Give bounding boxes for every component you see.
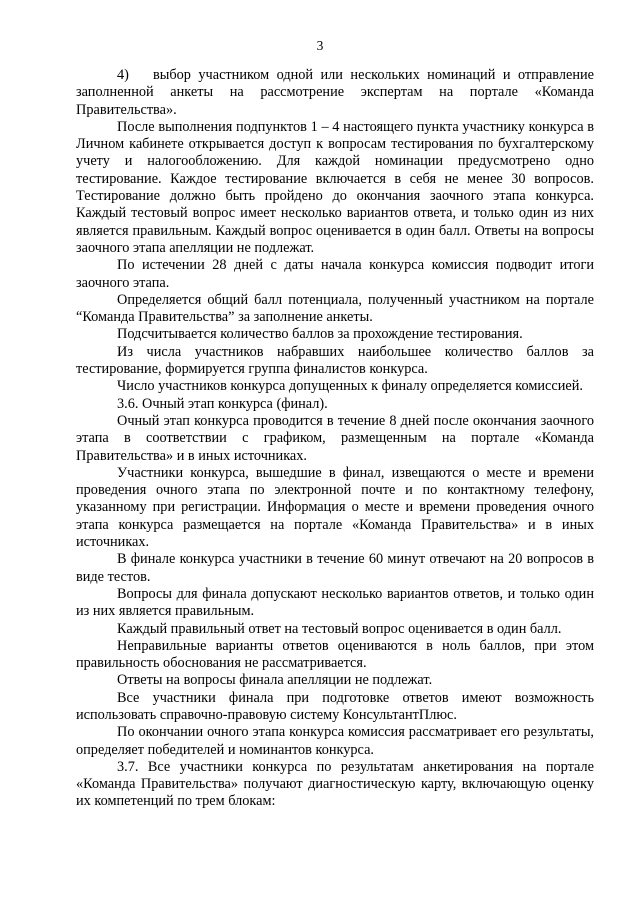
page-number: 3 bbox=[316, 38, 324, 53]
list-item-number: 4) bbox=[117, 67, 129, 83]
document-body bbox=[76, 67, 594, 811]
list-item-text: выбор участником одной или нескольких номинаций и отправление заполненной анкеты на рассмотрение экспертам на портале «Команда Правительства». bbox=[76, 67, 594, 118]
paragraph-finalists-number: Число участников конкурса допущенных к финалу определяется комиссией. bbox=[117, 378, 583, 395]
paragraph-correspondence-results: По истечении 28 дней с даты начала конкурса комиссия подводит итоги заочного этапа. bbox=[76, 257, 594, 291]
paragraph-correct-answer-score: Каждый правильный ответ на тестовый вопрос оценивается в один балл. bbox=[117, 620, 562, 637]
paragraph-test-score: Подсчитывается количество баллов за прохождение тестирования. bbox=[117, 326, 523, 343]
section-3-6-heading: 3.6. Очный этап конкурса (финал). bbox=[117, 395, 328, 412]
paragraph-consultant-plus: Все участники финала при подготовке ответов имеют возможность использовать справочно-правовую систему КонсультантПлюс. bbox=[76, 689, 594, 723]
paragraph-final-answer-options: Вопросы для финала допускают несколько вариантов ответов, и только один из них является правильным. bbox=[76, 585, 594, 620]
paragraph-wrong-answer-score: Неправильные варианты ответов оцениваются в ноль баллов, при этом правильность обоснования не рассматривается. bbox=[76, 637, 594, 672]
paragraph-finalists-notification: Участники конкурса, вышедшие в финал, извещаются о месте и времени проведения очного этапа по электронной почте и по контактному телефону, указанному при регистрации. Информация о месте и времени проведения очного этапа конкурса размещается на портале «Команда Правительства» и в иных источниках. bbox=[76, 464, 594, 551]
paragraph-winners: По окончании очного этапа конкурса комиссия рассматривает его результаты, определяет победителей и номинантов конкурса. bbox=[76, 724, 594, 758]
section-3-7-paragraph: 3.7. Все участники конкурса по результатам анкетирования на портале «Команда Правительства» получают диагностическую карту, включающую оценку их компетенций по трем блокам: bbox=[76, 758, 594, 810]
paragraph-final-stage-schedule: Очный этап конкурса проводится в течение 8 дней после окончания заочного этапа в соответствии с графиком, размещенным на портале «Команда Правительства» и в иных источниках. bbox=[76, 412, 594, 464]
paragraph-testing-access: После выполнения подпунктов 1 – 4 настоящего пункта участнику конкурса в Личном кабинете открывается доступ к вопросам тестирования по бухгалтерскому учету и налогообложению. Для каждой номинации предусмотрено одно тестирование. Каждое тестирование включается в себя не менее 30 вопросов. Тестирование должно быть пройдено до окончания заочного этапа конкурса. Каждый тестовый вопрос имеет несколько вариантов ответа, и только один из них является правильным. Каждый вопрос оценивается в один балл. Ответы на вопросы заочного этапа апелляции не подлежат. bbox=[76, 118, 594, 256]
paragraph-finalists-group: Из числа участников набравших наибольшее количество баллов за тестирование, формируется группа финалистов конкурса. bbox=[76, 343, 594, 378]
list-item-4 bbox=[76, 67, 594, 119]
paragraph-no-appeal: Ответы на вопросы финала апелляции не подлежат. bbox=[117, 672, 433, 689]
paragraph-total-score: Определяется общий балл потенциала, полученный участником на портале “Команда Правительства” за заполнение анкеты. bbox=[76, 291, 594, 326]
paragraph-final-test-duration: В финале конкурса участники в течение 60 минут отвечают на 20 вопросов в виде тестов. bbox=[76, 551, 594, 585]
